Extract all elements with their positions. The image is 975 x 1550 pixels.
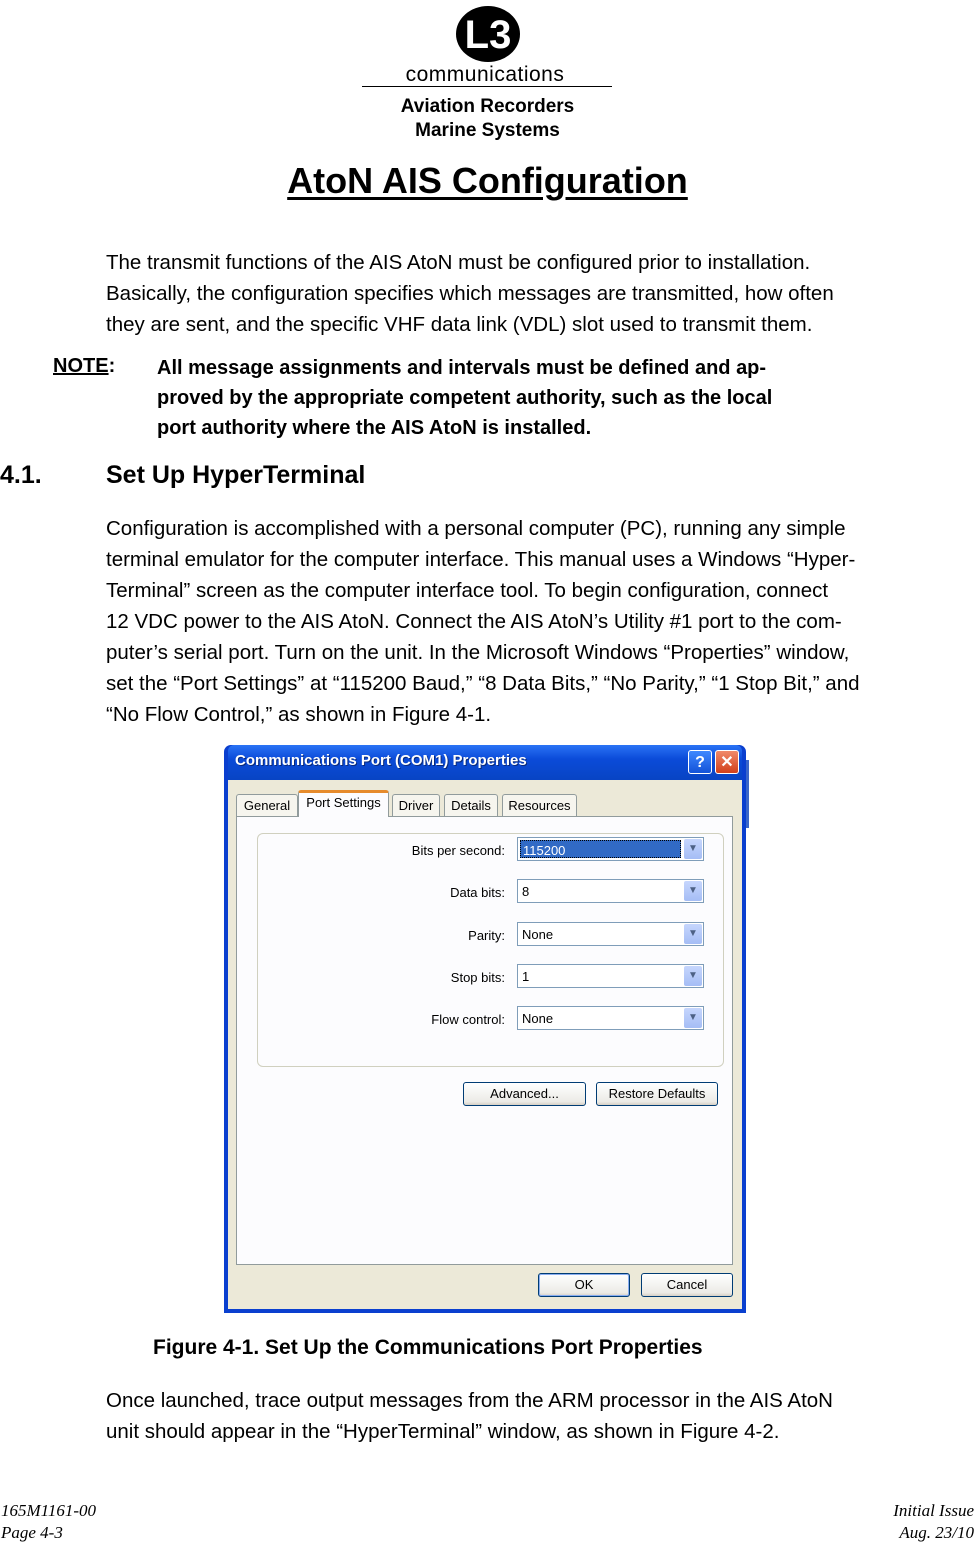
parity-select[interactable] [517, 922, 704, 946]
page-title: AtoN AIS Configuration [287, 160, 688, 201]
config-line: Configuration is accomplished with a personal computer (PC), running any simple [106, 517, 846, 540]
header-line-1: Aviation Recorders [400, 96, 575, 117]
tab-port-settings[interactable]: Port Settings [298, 790, 389, 817]
config-line: terminal emulator for the computer interface. This manual uses a Windows “Hyper- [106, 548, 856, 571]
tab-details[interactable]: Details [444, 794, 498, 816]
ok-button[interactable]: OK [538, 1273, 630, 1297]
dialog-title-bar[interactable] [228, 745, 742, 780]
tab-general[interactable]: General [236, 794, 298, 816]
config-line: “No Flow Control,” as shown in Figure 4-1. [106, 703, 492, 726]
data-bits-select[interactable] [517, 879, 704, 903]
closing-line: unit should appear in the “HyperTerminal” window, as shown in Figure 4-2. [106, 1420, 780, 1443]
footer-date: Aug. 23/10 [899, 1523, 974, 1542]
flow-control-value: None [522, 1011, 554, 1026]
help-button[interactable]: ? [688, 750, 712, 774]
footer-page-number: Page 4-3 [1, 1523, 63, 1542]
stop-bits-value: 1 [522, 969, 530, 984]
intro-paragraph [106, 247, 834, 340]
intro-line: they are sent, and the specific VHF data link (VDL) slot used to transmit them. [106, 313, 813, 336]
dialog-client-area [228, 780, 742, 1309]
restore-defaults-button[interactable]: Restore Defaults [596, 1082, 718, 1106]
flow-control-select[interactable] [517, 1006, 704, 1030]
section-number: 4.1. [0, 461, 42, 489]
stop-bits-select[interactable] [517, 964, 704, 988]
background-window-edge [746, 760, 749, 828]
cancel-button[interactable]: Cancel [641, 1273, 733, 1297]
note-label: NOTE: [53, 355, 116, 377]
note-label-text: NOTE [53, 355, 109, 377]
header-line-2: Marine Systems [415, 120, 560, 141]
l3-logo [453, 4, 523, 64]
note-line: All message assignments and intervals must be defined and ap- [157, 357, 767, 379]
config-paragraph [106, 513, 860, 730]
chevron-down-icon[interactable]: ▼ [684, 966, 702, 986]
chevron-down-icon[interactable]: ▼ [684, 839, 702, 859]
footer-doc-number: 165M1161-00 [1, 1501, 97, 1520]
intro-line: The transmit functions of the AIS AtoN must be configured prior to installation. [106, 251, 811, 274]
note-line: port authority where the AIS AtoN is installed. [157, 417, 592, 439]
intro-line: Basically, the configuration specifies which messages are transmitted, how often [106, 282, 834, 305]
logo-mark: L3 [464, 13, 512, 57]
logo-wordmark: communications [405, 63, 565, 86]
close-button[interactable]: ✕ [715, 750, 739, 774]
config-line: Terminal” screen as the computer interface tool. To begin configuration, connect [106, 579, 829, 602]
tab-resources[interactable]: Resources [502, 794, 577, 816]
note-line: proved by the appropriate competent authority, such as the local [157, 387, 773, 409]
data-bits-value: 8 [522, 884, 530, 899]
bits-per-second-value: 115200 [520, 840, 681, 858]
parity-label: Parity: [468, 928, 505, 943]
logo-rule [362, 86, 612, 87]
chevron-down-icon[interactable]: ▼ [684, 881, 702, 901]
section-title: Set Up HyperTerminal [106, 461, 366, 489]
closing-paragraph [106, 1385, 833, 1447]
port-settings-panel [236, 816, 733, 1265]
closing-line: Once launched, trace output messages from the ARM processor in the AIS AtoN [106, 1389, 833, 1412]
bits-per-second-label: Bits per second: [411, 843, 505, 858]
footer-issue: Initial Issue [893, 1501, 974, 1520]
config-line: 12 VDC power to the AIS AtoN. Connect the AIS AtoN’s Utility #1 port to the com- [106, 610, 842, 633]
dialog-title: Communications Port (COM1) Properties [235, 752, 527, 769]
chevron-down-icon[interactable]: ▼ [684, 1008, 702, 1028]
parity-value: None [522, 927, 554, 942]
figure-caption: Figure 4-1. Set Up the Communications Port Properties [153, 1336, 703, 1359]
stop-bits-label: Stop bits: [450, 970, 505, 985]
flow-control-label: Flow control: [431, 1012, 505, 1027]
config-line: set the “Port Settings” at “115200 Baud,” “8 Data Bits,” “No Parity,” “1 Stop Bit,” and [106, 672, 860, 695]
tab-driver[interactable]: Driver [392, 794, 440, 816]
config-line: puter’s serial port. Turn on the unit. In the Microsoft Windows “Properties” window, [106, 641, 850, 664]
data-bits-label: Data bits: [450, 885, 505, 900]
advanced-button[interactable]: Advanced... [463, 1082, 586, 1106]
bits-per-second-select[interactable] [517, 837, 704, 861]
note-body [157, 353, 772, 443]
com-port-properties-dialog [224, 745, 746, 1313]
settings-group [257, 833, 724, 1067]
chevron-down-icon[interactable]: ▼ [684, 924, 702, 944]
